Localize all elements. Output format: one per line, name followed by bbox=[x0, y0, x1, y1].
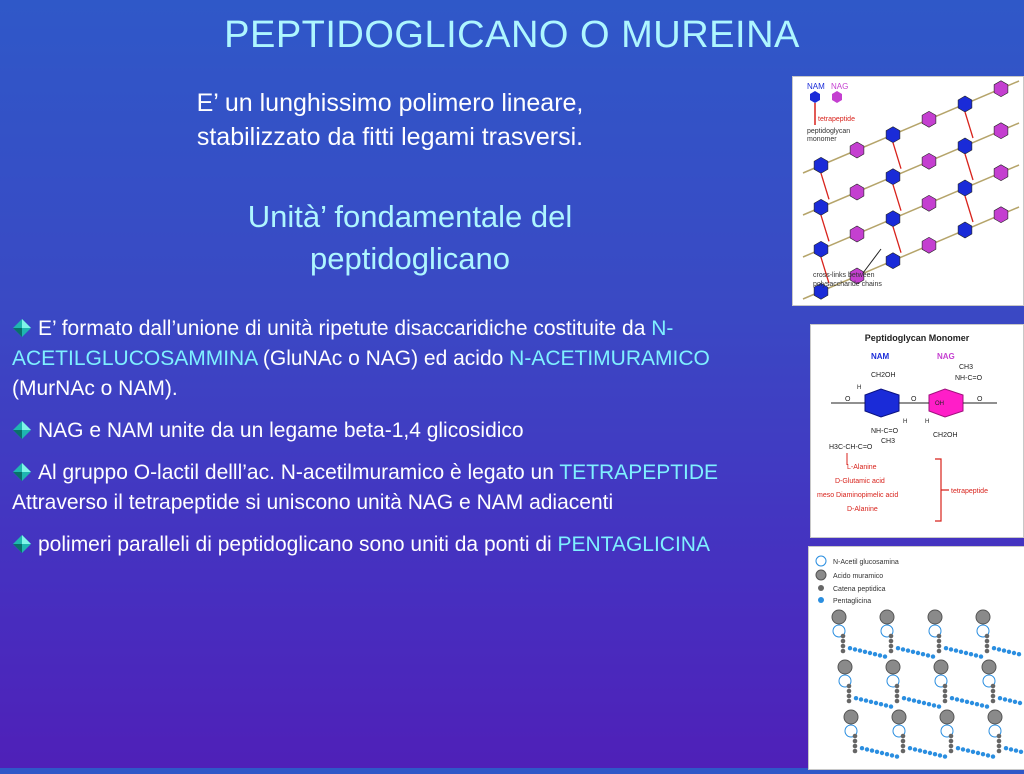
nag-hexagon bbox=[994, 123, 1008, 139]
pentaglycine-bead bbox=[922, 701, 926, 705]
pentaglycine-bead bbox=[895, 754, 899, 758]
pentaglycine-bead bbox=[970, 701, 974, 705]
muramic-acid-node bbox=[934, 660, 948, 674]
pentaglycine-bead bbox=[1013, 700, 1017, 704]
peptide-crosslink bbox=[893, 143, 901, 169]
h-atom: H bbox=[925, 419, 930, 425]
peptide-crosslink bbox=[821, 173, 829, 199]
nam-hexagon bbox=[814, 157, 828, 173]
nam-ch2oh: CH2OH bbox=[871, 372, 896, 379]
nag-hexagon-icon bbox=[832, 91, 842, 103]
peptide-bead bbox=[937, 644, 942, 649]
bullet-text: NAG e NAM unite da un legame beta-1,4 glicosidico bbox=[38, 419, 524, 442]
crosslinks-label-2: polysaccharide chains bbox=[813, 281, 882, 288]
nam-hexagon bbox=[958, 222, 972, 238]
intro-line-1: E’ un lunghissimo polimero lineare, bbox=[196, 89, 584, 117]
h-atom: H bbox=[903, 419, 908, 425]
pentaglycine-bead bbox=[944, 646, 948, 650]
pentaglycine-bead bbox=[956, 746, 960, 750]
nag-hexagon bbox=[994, 207, 1008, 223]
pentaglycine-bead bbox=[908, 746, 912, 750]
pentaglycine-bead bbox=[974, 653, 978, 657]
nag-hexagon bbox=[850, 184, 864, 200]
pentaglycine-bead bbox=[997, 647, 1001, 651]
pentaglycine-bead bbox=[955, 697, 959, 701]
pentaglycine-bead bbox=[859, 697, 863, 701]
nam-hexagon bbox=[958, 96, 972, 112]
intro-text bbox=[60, 86, 720, 154]
pentaglycine-icon bbox=[818, 597, 824, 603]
muramic-acid-node bbox=[838, 660, 852, 674]
n-acetylglucosamine-icon bbox=[816, 556, 826, 566]
muramic-acid-node bbox=[844, 710, 858, 724]
nam-hexagon-icon bbox=[810, 91, 820, 103]
crosslinks-label-1: cross-links between bbox=[813, 272, 875, 279]
legend bbox=[816, 556, 899, 605]
subtitle-line-1: Unità’ fondamentale del bbox=[247, 199, 573, 234]
pentaglycine-bead bbox=[858, 648, 862, 652]
muramic-acid-node bbox=[832, 610, 846, 624]
h-atom: H bbox=[857, 385, 862, 391]
peptide-bead bbox=[847, 684, 852, 689]
muramic-acid-node bbox=[928, 610, 942, 624]
nag-label: NAG bbox=[937, 352, 955, 361]
pentaglycine-bead bbox=[932, 703, 936, 707]
nam-hexagon bbox=[886, 211, 900, 227]
peptide-bead bbox=[991, 694, 996, 699]
lattice bbox=[832, 610, 1023, 759]
pentaglycine-bead bbox=[868, 651, 872, 655]
peptide-bead bbox=[895, 699, 900, 704]
pentaglycine-bead bbox=[853, 647, 857, 651]
pentaglycine-bead bbox=[1004, 746, 1008, 750]
peptide-bead bbox=[997, 744, 1002, 749]
peptide-crosslink bbox=[965, 196, 973, 222]
pentaglycine-bead bbox=[863, 650, 867, 654]
pentaglycine-bead bbox=[976, 751, 980, 755]
pentaglycine-bead bbox=[889, 704, 893, 708]
peptide-bead bbox=[889, 649, 894, 654]
peptide-crosslink bbox=[821, 257, 829, 283]
nag-nhco: NH-C=O bbox=[955, 375, 983, 382]
peptide-chain-icon bbox=[818, 585, 824, 591]
nam-ring bbox=[865, 389, 899, 417]
nag-label: NAG bbox=[831, 82, 849, 91]
peptide-crosslink bbox=[821, 215, 829, 241]
subtitle-line-2: peptidoglicano bbox=[310, 241, 510, 276]
nag-hexagon bbox=[922, 153, 936, 169]
peptide-bead bbox=[997, 734, 1002, 739]
pentaglycine-bead bbox=[1012, 651, 1016, 655]
pentaglycine-bead bbox=[960, 698, 964, 702]
pentaglycine-bead bbox=[928, 751, 932, 755]
tetrapeptide-label: tetrapeptide bbox=[951, 488, 988, 495]
nam-label: NAM bbox=[807, 82, 825, 91]
crosslinked-structure-diagram bbox=[809, 547, 1024, 769]
bullet-text: (GluNAc o NAG) ed acido bbox=[257, 347, 510, 370]
pentaglycine-bead bbox=[906, 648, 910, 652]
monomer-structure-diagram bbox=[811, 325, 1023, 537]
peptide-bead bbox=[901, 744, 906, 749]
peptide-bead bbox=[949, 749, 954, 754]
nag-ch3: CH3 bbox=[959, 364, 974, 371]
peptide-bead bbox=[895, 694, 900, 699]
peptide-bead bbox=[943, 684, 948, 689]
pentaglycine-bead bbox=[870, 748, 874, 752]
peptide-bead bbox=[997, 749, 1002, 754]
muramic-acid-node bbox=[940, 710, 954, 724]
pentaglycine-bead bbox=[1009, 747, 1013, 751]
peptidoglycan-sheet-diagram bbox=[793, 77, 1023, 305]
pentaglycine-bead bbox=[1018, 701, 1022, 705]
peptide-bead bbox=[991, 689, 996, 694]
pentaglycine-bead bbox=[880, 751, 884, 755]
peptide-bead bbox=[991, 699, 996, 704]
peptide-bead bbox=[841, 649, 846, 654]
peptide-bead bbox=[937, 649, 942, 654]
nag-hexagon bbox=[850, 142, 864, 158]
pentaglycine-bead bbox=[875, 750, 879, 754]
pentaglycine-bead bbox=[896, 646, 900, 650]
bullet-item bbox=[12, 314, 782, 404]
pentaglycine-bead bbox=[971, 750, 975, 754]
peptide-bead bbox=[847, 699, 852, 704]
peptide-crosslink bbox=[893, 185, 901, 211]
peptide-crosslink bbox=[893, 227, 901, 253]
term-highlight: PENTAGLICINA bbox=[557, 533, 710, 556]
nag-oh: OH bbox=[935, 401, 944, 407]
peptide-bead bbox=[853, 734, 858, 739]
pentaglycine-bead bbox=[992, 646, 996, 650]
pentaglycine-bead bbox=[931, 654, 935, 658]
tetrapeptide-label: tetrapeptide bbox=[818, 116, 855, 123]
peptide-bead bbox=[847, 689, 852, 694]
peptide-bead bbox=[895, 684, 900, 689]
peptide-bead bbox=[985, 634, 990, 639]
pentaglycine-bead bbox=[916, 651, 920, 655]
peptide-bead bbox=[901, 734, 906, 739]
pentaglycine-bead bbox=[848, 646, 852, 650]
peptide-bead bbox=[853, 744, 858, 749]
muramic-acid-node bbox=[880, 610, 894, 624]
pentaglycine-bead bbox=[923, 750, 927, 754]
amino-acid-1: L-Alanine bbox=[847, 464, 877, 471]
peptide-bead bbox=[997, 739, 1002, 744]
peptide-bead bbox=[985, 639, 990, 644]
pentaglycine-bead bbox=[1008, 698, 1012, 702]
legend-label: Acido muramico bbox=[833, 573, 884, 580]
pentaglycine-bead bbox=[913, 747, 917, 751]
pentaglycine-bead bbox=[1003, 697, 1007, 701]
nam-hexagon bbox=[886, 169, 900, 185]
peptide-crosslink bbox=[965, 154, 973, 180]
pentaglycine-bead bbox=[949, 647, 953, 651]
crosslinked-peptidoglycan-figure bbox=[808, 546, 1024, 770]
monomer-title: Peptidoglycan Monomer bbox=[864, 333, 970, 343]
pentaglycine-bead bbox=[986, 753, 990, 757]
lactyl-group: H3C-CH-C=O bbox=[829, 444, 873, 451]
muramic-acid-node bbox=[976, 610, 990, 624]
pentaglycine-bead bbox=[980, 703, 984, 707]
legend-label: Catena peptidica bbox=[833, 586, 886, 593]
pentaglycine-bead bbox=[954, 648, 958, 652]
nam-hexagon bbox=[958, 180, 972, 196]
peptide-bead bbox=[985, 649, 990, 654]
right-oxygen: O bbox=[977, 396, 983, 403]
nam-hexagon bbox=[886, 253, 900, 269]
peptide-bead bbox=[853, 739, 858, 744]
nag-hexagon bbox=[850, 226, 864, 242]
bullet-text: Al gruppo O-lactil delll’ac. N-acetilmuramico è legato un bbox=[38, 461, 560, 484]
term-highlight: N-ACETIMURAMICO bbox=[509, 347, 710, 370]
monomer-label-1: peptidoglycan bbox=[807, 128, 851, 135]
tetrapeptide-bracket bbox=[935, 459, 949, 521]
pentaglycine-bead bbox=[883, 654, 887, 658]
bullet-text: Attraverso il tetrapeptide si uniscono unità NAG e NAM adiacenti bbox=[12, 491, 614, 514]
pentaglycine-bead bbox=[921, 652, 925, 656]
section-subtitle bbox=[150, 196, 670, 280]
peptide-bead bbox=[895, 689, 900, 694]
peptide-bead bbox=[943, 699, 948, 704]
pentaglycine-bead bbox=[890, 753, 894, 757]
pentaglycine-bead bbox=[873, 652, 877, 656]
bullet-item bbox=[12, 416, 782, 446]
muramic-acid-node bbox=[892, 710, 906, 724]
peptide-bead bbox=[943, 694, 948, 699]
pentaglycine-bead bbox=[1002, 648, 1006, 652]
pentaglycine-bead bbox=[927, 702, 931, 706]
pentaglycine-bead bbox=[933, 752, 937, 756]
pentaglycine-bead bbox=[912, 698, 916, 702]
pentaglycine-bead bbox=[1014, 748, 1018, 752]
nam-hexagon bbox=[814, 241, 828, 257]
peptide-bead bbox=[949, 739, 954, 744]
pentaglycine-bead bbox=[854, 696, 858, 700]
nam-label: NAM bbox=[871, 352, 890, 361]
bullet-gem-icon bbox=[12, 534, 32, 554]
peptide-bead bbox=[889, 634, 894, 639]
muramic-acid-node bbox=[988, 710, 1002, 724]
bullet-gem-icon bbox=[12, 420, 32, 440]
legend-label: Pentaglicina bbox=[833, 598, 872, 605]
peptide-bead bbox=[937, 634, 942, 639]
left-oxygen: O bbox=[845, 396, 851, 403]
nag-hexagon bbox=[994, 165, 1008, 181]
amino-acid-3: meso Diaminopimelic acid bbox=[817, 492, 899, 499]
pentaglycine-bead bbox=[1019, 750, 1023, 754]
pentaglycine-bead bbox=[878, 653, 882, 657]
pentaglycine-bead bbox=[981, 752, 985, 756]
muramic-acid-node bbox=[886, 660, 900, 674]
pentaglycine-bead bbox=[879, 702, 883, 706]
nam-hexagon bbox=[958, 138, 972, 154]
nag-hexagon bbox=[994, 81, 1008, 97]
monomer-label-2: monomer bbox=[807, 136, 837, 143]
muramic-acid-icon bbox=[816, 570, 826, 580]
pentaglycine-bead bbox=[964, 651, 968, 655]
amino-acid-4: D-Alanine bbox=[847, 506, 878, 513]
nam-hexagon bbox=[886, 127, 900, 143]
peptide-bead bbox=[937, 639, 942, 644]
peptide-bead bbox=[901, 749, 906, 754]
slide-title: PEPTIDOGLICANO O MUREINA bbox=[224, 14, 800, 56]
bond-oxygen: O bbox=[911, 396, 917, 403]
sheet-chains bbox=[803, 81, 1019, 300]
peptide-bead bbox=[949, 734, 954, 739]
bullet-gem-icon bbox=[12, 462, 32, 482]
pentaglycine-bead bbox=[966, 748, 970, 752]
peptide-bead bbox=[847, 694, 852, 699]
peptide-bead bbox=[889, 639, 894, 644]
nag-hexagon bbox=[922, 195, 936, 211]
pentaglycine-bead bbox=[959, 650, 963, 654]
bullet-text: polimeri paralleli di peptidoglicano sono uniti da ponti di bbox=[38, 533, 558, 556]
pentaglycine-bead bbox=[907, 697, 911, 701]
bullet-text: (MurNAc o NAM). bbox=[12, 377, 178, 400]
pentaglycine-bead bbox=[937, 704, 941, 708]
pentaglycine-bead bbox=[869, 700, 873, 704]
nag-hexagon bbox=[922, 111, 936, 127]
pentaglycine-bead bbox=[911, 650, 915, 654]
peptidoglycan-monomer-figure bbox=[810, 324, 1024, 538]
glycan-chain bbox=[803, 165, 1019, 257]
pentaglycine-bead bbox=[1017, 652, 1021, 656]
peptide-bead bbox=[841, 639, 846, 644]
peptide-bead bbox=[853, 749, 858, 754]
muramic-acid-node bbox=[982, 660, 996, 674]
peptide-crosslink bbox=[965, 112, 973, 138]
pentaglycine-bead bbox=[901, 647, 905, 651]
pentaglycine-bead bbox=[902, 696, 906, 700]
nam-hexagon bbox=[814, 199, 828, 215]
peptide-bead bbox=[901, 739, 906, 744]
bullet-item bbox=[12, 458, 782, 518]
term-highlight: TETRAPEPTIDE bbox=[559, 461, 719, 484]
nam-ch3: CH3 bbox=[881, 438, 896, 445]
bullet-item bbox=[12, 530, 782, 560]
pentaglycine-bead bbox=[965, 700, 969, 704]
pentaglycine-bead bbox=[885, 752, 889, 756]
intro-line-2: stabilizzato da fitti legami trasversi. bbox=[196, 123, 584, 151]
nag-hexagon bbox=[922, 237, 936, 253]
pentaglycine-bead bbox=[961, 747, 965, 751]
pentaglycine-bead bbox=[874, 701, 878, 705]
pentaglycine-bead bbox=[864, 698, 868, 702]
pentaglycine-bead bbox=[975, 702, 979, 706]
pentaglycine-bead bbox=[979, 654, 983, 658]
term-highlight: N-ACETILGLUCOSAMMINA bbox=[12, 317, 674, 370]
peptide-bead bbox=[991, 684, 996, 689]
pentaglycine-bead bbox=[985, 704, 989, 708]
pentaglycine-bead bbox=[865, 747, 869, 751]
nag-ch2oh: CH2OH bbox=[933, 432, 958, 439]
pentaglycine-bead bbox=[926, 653, 930, 657]
pentaglycine-bead bbox=[917, 700, 921, 704]
pentaglycine-bead bbox=[969, 652, 973, 656]
peptide-bead bbox=[841, 634, 846, 639]
legend-label: N-Acetil glucosamina bbox=[833, 559, 899, 566]
peptide-bead bbox=[949, 744, 954, 749]
pentaglycine-bead bbox=[1007, 650, 1011, 654]
pentaglycine-bead bbox=[918, 748, 922, 752]
amino-acid-2: D-Glutamic acid bbox=[835, 478, 885, 485]
pentaglycine-bead bbox=[943, 754, 947, 758]
pentaglycine-bead bbox=[991, 754, 995, 758]
bullet-list bbox=[12, 314, 782, 572]
peptidoglycan-sheet-figure bbox=[792, 76, 1024, 306]
nam-nhco: NH-C=O bbox=[871, 428, 899, 435]
peptide-bead bbox=[841, 644, 846, 649]
peptide-bead bbox=[943, 689, 948, 694]
pentaglycine-bead bbox=[950, 696, 954, 700]
pentaglycine-bead bbox=[884, 703, 888, 707]
pentaglycine-bead bbox=[860, 746, 864, 750]
bullet-gem-icon bbox=[12, 318, 32, 338]
bullet-text: E’ formato dall’unione di unità ripetute disaccaridiche costituite da bbox=[38, 317, 652, 340]
pentaglycine-bead bbox=[938, 753, 942, 757]
pentaglycine-bead bbox=[998, 696, 1002, 700]
peptide-bead bbox=[889, 644, 894, 649]
peptide-bead bbox=[985, 644, 990, 649]
